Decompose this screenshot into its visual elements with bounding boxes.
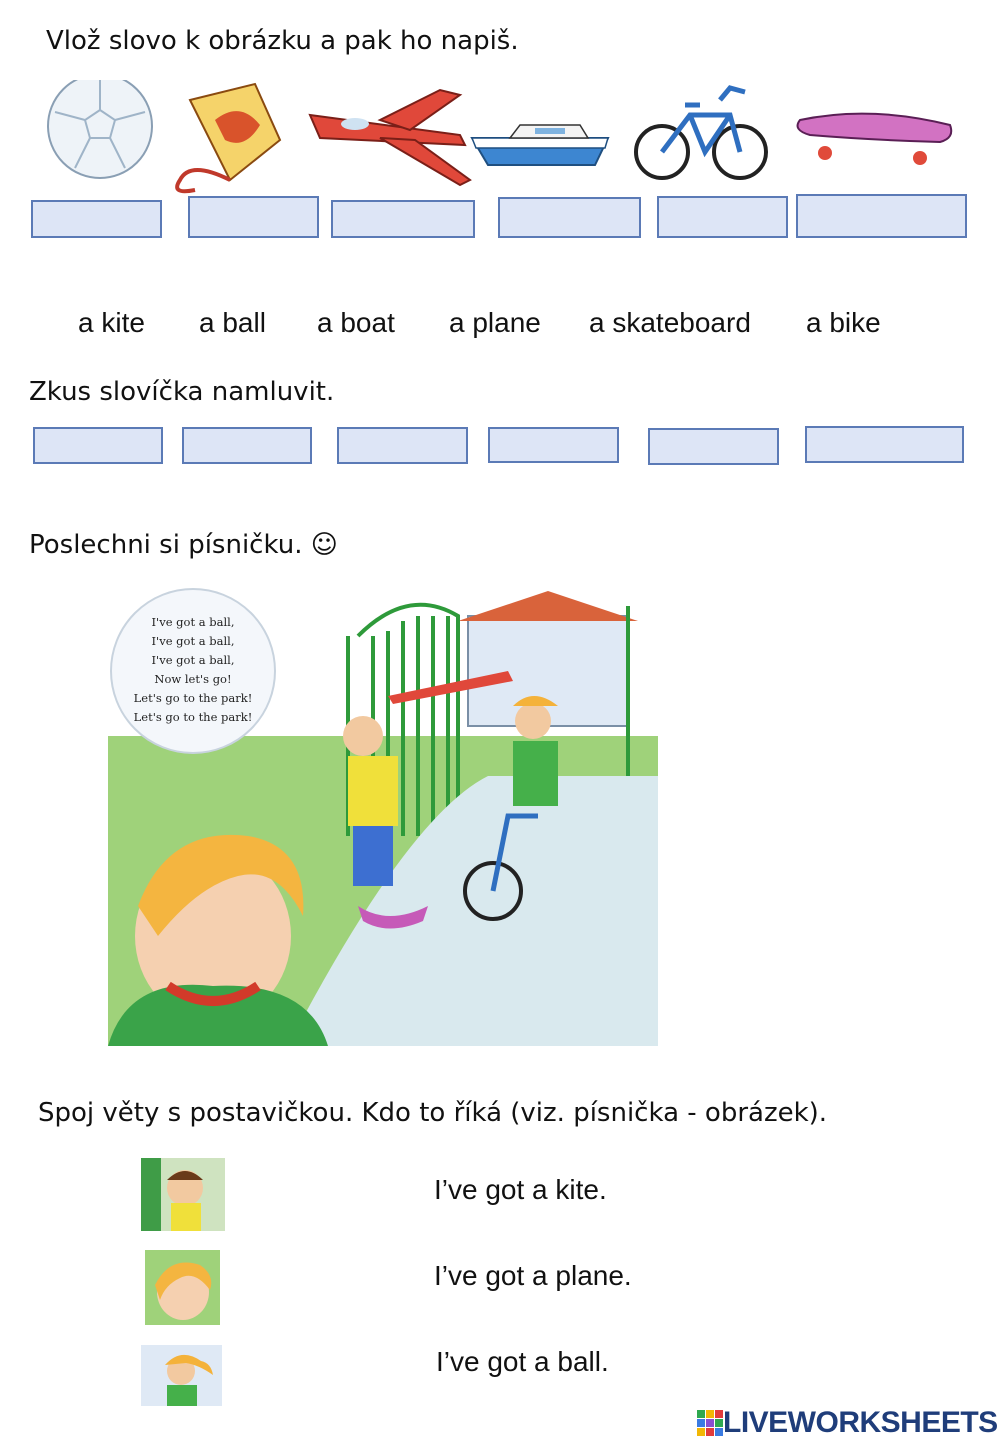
speak-box-1[interactable] — [33, 427, 163, 464]
song-illustration[interactable] — [108, 576, 658, 1046]
ball-icon — [48, 80, 152, 178]
task4-instruction: Spoj věty s postavičkou. Kdo to říká (viz. písnička - obrázek). — [38, 1098, 828, 1128]
liveworksheets-logo-icon — [697, 1410, 723, 1436]
sentence-ball[interactable]: I’ve got a ball. — [436, 1346, 609, 1377]
speak-box-4[interactable] — [488, 427, 619, 463]
speak-box-3[interactable] — [337, 427, 468, 464]
skateboard-icon — [798, 114, 952, 165]
word-a-kite[interactable]: a kite — [78, 307, 145, 338]
song-line-3: I've got a ball, — [151, 653, 235, 667]
word-a-skateboard[interactable]: a skateboard — [589, 307, 751, 338]
speak-box-2[interactable] — [182, 427, 312, 464]
task2-instruction: Zkus slovíčka namluvit. — [29, 377, 335, 407]
song-line-1: I've got a ball, — [151, 615, 235, 629]
boat-icon — [472, 125, 608, 165]
answer-box-2[interactable] — [188, 196, 319, 238]
picture-row — [40, 80, 970, 195]
speak-box-6[interactable] — [805, 426, 964, 463]
word-a-plane[interactable]: a plane — [449, 307, 541, 338]
kite-icon — [177, 84, 280, 191]
liveworksheets-logo-text: LIVEWORKSHEETS — [723, 1406, 998, 1439]
bike-icon — [636, 88, 766, 178]
answer-box-1[interactable] — [31, 200, 162, 238]
sentence-plane[interactable]: I’ve got a plane. — [434, 1260, 632, 1291]
answer-box-3[interactable] — [331, 200, 475, 238]
word-a-ball[interactable]: a ball — [199, 307, 266, 338]
speak-box-5[interactable] — [648, 428, 779, 465]
task1-instruction: Vlož slovo k obrázku a pak ho napiš. — [46, 26, 519, 56]
song-line-5: Let's go to the park! — [133, 691, 253, 705]
song-line-2: I've got a ball, — [151, 634, 235, 648]
character-thumb-girl[interactable] — [141, 1345, 222, 1406]
task3-instruction: Poslechni si písničku. ☺ — [29, 530, 338, 560]
plane-icon — [310, 90, 470, 185]
liveworksheets-logo — [697, 1406, 998, 1440]
answer-box-5[interactable] — [657, 196, 788, 238]
character-thumb-boy-glasses[interactable] — [141, 1158, 225, 1231]
answer-box-4[interactable] — [498, 197, 641, 238]
word-a-bike[interactable]: a bike — [806, 307, 881, 338]
song-line-4: Now let's go! — [154, 672, 232, 686]
answer-box-6[interactable] — [796, 194, 967, 238]
character-thumb-blond-boy[interactable] — [145, 1250, 220, 1325]
song-line-6: Let's go to the park! — [133, 710, 253, 724]
sentence-kite[interactable]: I’ve got a kite. — [434, 1174, 607, 1205]
word-a-boat[interactable]: a boat — [317, 307, 395, 338]
